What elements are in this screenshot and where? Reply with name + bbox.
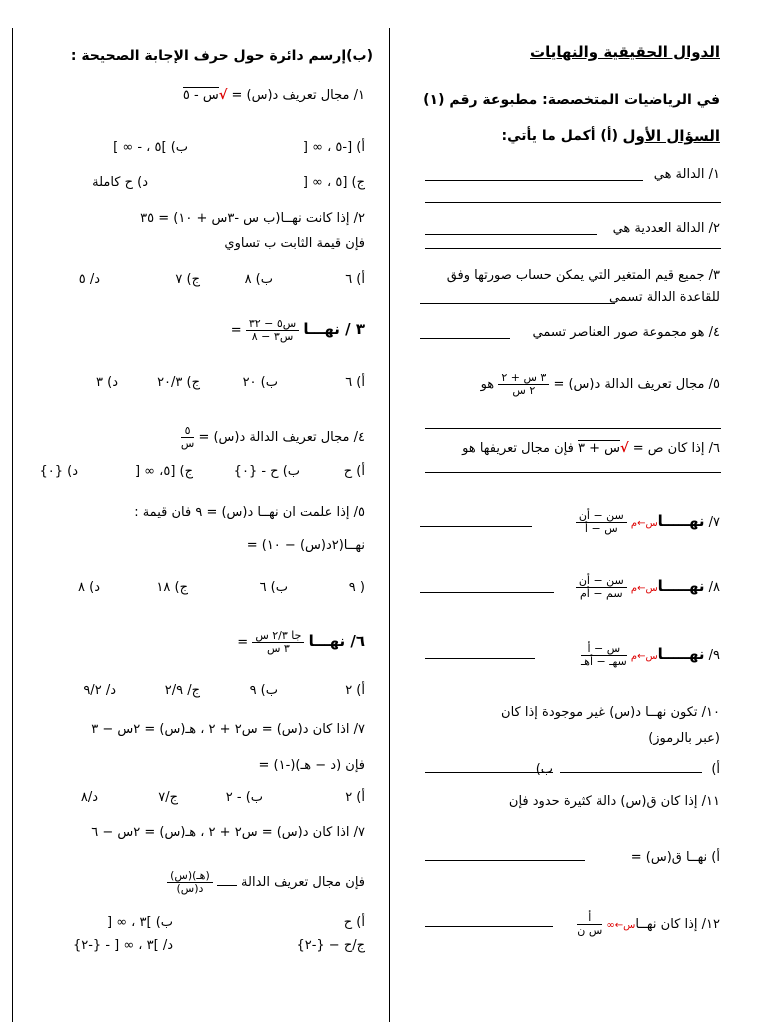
- item-9-fraction: $\frac{\text{س − أ}}{\text{سهـ − أهـ}}$: [580, 642, 627, 668]
- item-8-fraction: $\frac{\text{سن − أن}}{\text{سم − أم}}$: [576, 575, 627, 600]
- mcq-3-opt-b[interactable]: ب) ٢٠: [242, 375, 278, 390]
- mcq-8: ٧/ اذا كان د(س) = س٢ + ٢ ، هـ(س) = ٢س − ٦: [91, 825, 365, 840]
- blank-12[interactable]: [425, 926, 553, 927]
- blank-1[interactable]: [425, 180, 643, 181]
- mcq-1-opt-b[interactable]: ب) ]٥ ، - ∞ ]: [113, 140, 188, 155]
- blank-10b[interactable]: [425, 772, 553, 773]
- item-1: ١/ الدالة هي: [653, 167, 720, 182]
- mcq-2-line2: فإن قيمة الثابت ب تساوي: [224, 236, 365, 251]
- mcq-6-opt-a[interactable]: أ) ٢: [345, 683, 365, 698]
- item-12: ١٢/ إذا كان نهــاس←∞ $\frac{\text{أ}}{\text{س ن}}$: [577, 911, 720, 937]
- item-6: ٦/ إذا كان ص = √س + ٣ فإن مجال تعريفها هو: [462, 441, 720, 456]
- blank-8[interactable]: [420, 592, 554, 593]
- blank-2b[interactable]: [425, 248, 721, 249]
- mcq-4: ٤/ مجال تعريف الدالة د(س) = $\frac{٥}{\text{س}}$: [180, 424, 365, 450]
- mcq-5-opt-b[interactable]: ب) ٦: [259, 580, 288, 595]
- mcq-8-line2: فإن مجال تعريف الدالة $\frac{\text{(هـ)(س)}}{\text{د(س)}}$: [167, 870, 365, 895]
- mcq-8-opt-c[interactable]: ج/ح − {-٢}: [296, 938, 365, 953]
- column-divider: [389, 28, 390, 1022]
- mcq-7-line2: فإن (د − هـ)(-١) =: [258, 758, 365, 773]
- item-10-note: (عبر بالرموز): [648, 731, 720, 746]
- mcq-2-opt-c[interactable]: ج) ٧: [175, 272, 200, 287]
- mcq-3-opt-d[interactable]: د) ٣: [96, 375, 118, 390]
- item-8: ٨/ نهـــــاس←م $\frac{\text{سن − أن}}{\text{سم − أم}}$: [576, 575, 720, 600]
- mcq-3-fraction: $\frac{\text{س٥ − ٣٢}}{\text{س٣ − ٨}}$: [246, 318, 299, 343]
- blank-4[interactable]: [420, 338, 510, 339]
- mcq-6-opt-c[interactable]: ج/ ٢/٩: [164, 683, 200, 698]
- mcq-1-opt-a[interactable]: أ) [-٥ ، ∞ [: [302, 140, 365, 155]
- item-10-a-label: أ): [711, 762, 720, 777]
- blank-7[interactable]: [420, 526, 532, 527]
- page-title: الدوال الحقيقية والنهايات: [530, 43, 720, 61]
- left-margin-line: [12, 28, 13, 1022]
- blank-5[interactable]: [425, 428, 721, 429]
- mcq-8-opt-d[interactable]: د/ ]٣ ، ∞ [ - {-٢}: [72, 938, 173, 953]
- item-5: ٥/ مجال تعريف الدالة د(س) = $\frac{\text{٣ س + ٢}}{\text{٢ س}}$ هو: [480, 371, 720, 397]
- mcq-5: ٥/ إذا علمت ان نهــا د(س) = ٩ فان قيمة :: [134, 505, 365, 520]
- mcq-1-opt-c[interactable]: ج) [٥ ، ∞ [: [302, 175, 365, 190]
- mcq-8-opt-b[interactable]: ب) ]٣ ، ∞ [: [107, 915, 173, 930]
- blank-2[interactable]: [425, 234, 597, 235]
- blank-1b[interactable]: [425, 202, 721, 203]
- mcq-1: ١/ مجال تعريف د(س) = √س - ٥: [182, 88, 365, 103]
- mcq-3-opt-c[interactable]: ج) ٢٠/٣: [157, 375, 200, 390]
- mcq-7-opt-c[interactable]: ج/٧: [158, 790, 178, 805]
- mcq-6-opt-d[interactable]: د/ ٩/٢: [83, 683, 116, 698]
- item-7-fraction: $\frac{\text{سن − أن}}{\text{س − أ}}$: [576, 510, 627, 535]
- mcq-7-opt-b[interactable]: ب) - ٢: [225, 790, 263, 805]
- item-3-line2: للقاعدة الدالة تسمي: [609, 290, 720, 305]
- blank-11[interactable]: [425, 860, 585, 861]
- mcq-4-fraction: $\frac{٥}{\text{س}}$: [180, 424, 195, 450]
- item-10-b-label: ب): [535, 762, 553, 777]
- mcq-6: ٦/ نهـــا $\frac{\text{جا ٢/٣ س}}{\text{٣ س}}$ =: [237, 629, 365, 655]
- item-9: ٩/ نهـــــاس←م $\frac{\text{س − أ}}{\text{سهـ − أهـ}}$: [580, 642, 720, 668]
- item-2: ٢/ الدالة العددية هي: [612, 221, 720, 236]
- mcq-4-opt-d[interactable]: د) {٠}: [39, 464, 78, 479]
- mcq-3-opt-a[interactable]: أ) ٦: [345, 375, 365, 390]
- q1-heading: السؤال الأول: [622, 127, 720, 145]
- item-11-a: أ) نهــا ق(س) =: [630, 850, 720, 865]
- mcq-2-opt-a[interactable]: أ) ٦: [345, 272, 365, 287]
- mcq-8-fraction: $\frac{\text{(هـ)(س)}}{\text{د(س)}}$: [167, 870, 213, 895]
- mcq-8-opt-a[interactable]: أ) ح: [343, 915, 365, 930]
- item-4: ٤/ هو مجموعة صور العناصر تسمي: [532, 325, 720, 340]
- mcq-4-opt-c[interactable]: ج) [٥، ∞ [: [134, 464, 193, 479]
- item-5-fraction: $\frac{\text{٣ س + ٢}}{\text{٢ س}}$: [498, 372, 549, 397]
- mcq-5-opt-d[interactable]: د) ٨: [78, 580, 100, 595]
- mcq-6-fraction: $\frac{\text{جا ٢/٣ س}}{\text{٣ س}}$: [252, 630, 304, 655]
- subtitle: في الرياضيات المتخصصة: مطبوعة رقم (١): [423, 92, 720, 108]
- mcq-5-opt-a[interactable]: ( ٩: [348, 580, 365, 595]
- mcq-7-opt-d[interactable]: د/٨: [80, 790, 98, 805]
- item-7: ٧/ نهـــــاس←م $\frac{\text{سن − أن}}{\text{س − أ}}$: [576, 510, 720, 535]
- mcq-5-opt-c[interactable]: ج) ١٨: [156, 580, 188, 595]
- blank-9[interactable]: [425, 658, 535, 659]
- blank-6[interactable]: [425, 472, 721, 473]
- mcq-2: ٢/ إذا كانت نهــا(ب س -٣س + ١٠) = ٣٥: [140, 211, 365, 226]
- mcq-2-opt-b[interactable]: ب) ٨: [244, 272, 273, 287]
- blank-3[interactable]: [420, 303, 615, 304]
- left-heading: (ب)إرسم دائرة حول حرف الإجابة الصحيحة :: [70, 48, 373, 64]
- mcq-7-opt-a[interactable]: أ) ٢: [345, 790, 365, 805]
- mcq-4-opt-b[interactable]: ب) ح - {٠}: [233, 464, 300, 479]
- q1-part: (أ) أكمل ما يأتي:: [501, 128, 618, 144]
- mcq-2-opt-d[interactable]: د/ ٥: [78, 272, 100, 287]
- mcq-1-opt-d[interactable]: د) ح كاملة: [92, 175, 148, 190]
- blank-10a[interactable]: [560, 772, 702, 773]
- item-12-fraction: $\frac{\text{أ}}{\text{س ن}}$: [577, 911, 603, 937]
- mcq-6-opt-b[interactable]: ب) ٩: [249, 683, 278, 698]
- mcq-5-line2: نهــا(٢د(س) − ١٠) =: [246, 538, 365, 553]
- item-3-line1: ٣/ جميع قيم المتغير التي يمكن حساب صورتها وفق: [446, 268, 720, 283]
- mcq-7: ٧/ اذا كان د(س) = س٢ + ٢ ، هـ(س) = ٢س − ٣: [91, 722, 365, 737]
- mcq-4-opt-a[interactable]: أ) ح: [343, 464, 365, 479]
- item-10: ١٠/ تكون نهــا د(س) غير موجودة إذا كان: [501, 705, 720, 720]
- item-11: ١١/ إذا كان ق(س) دالة كثيرة حدود فإن: [508, 794, 720, 809]
- mcq-3: ٣ / نهـــا $\frac{\text{س٥ − ٣٢}}{\text{س٣ − ٨}}$ =: [230, 317, 365, 343]
